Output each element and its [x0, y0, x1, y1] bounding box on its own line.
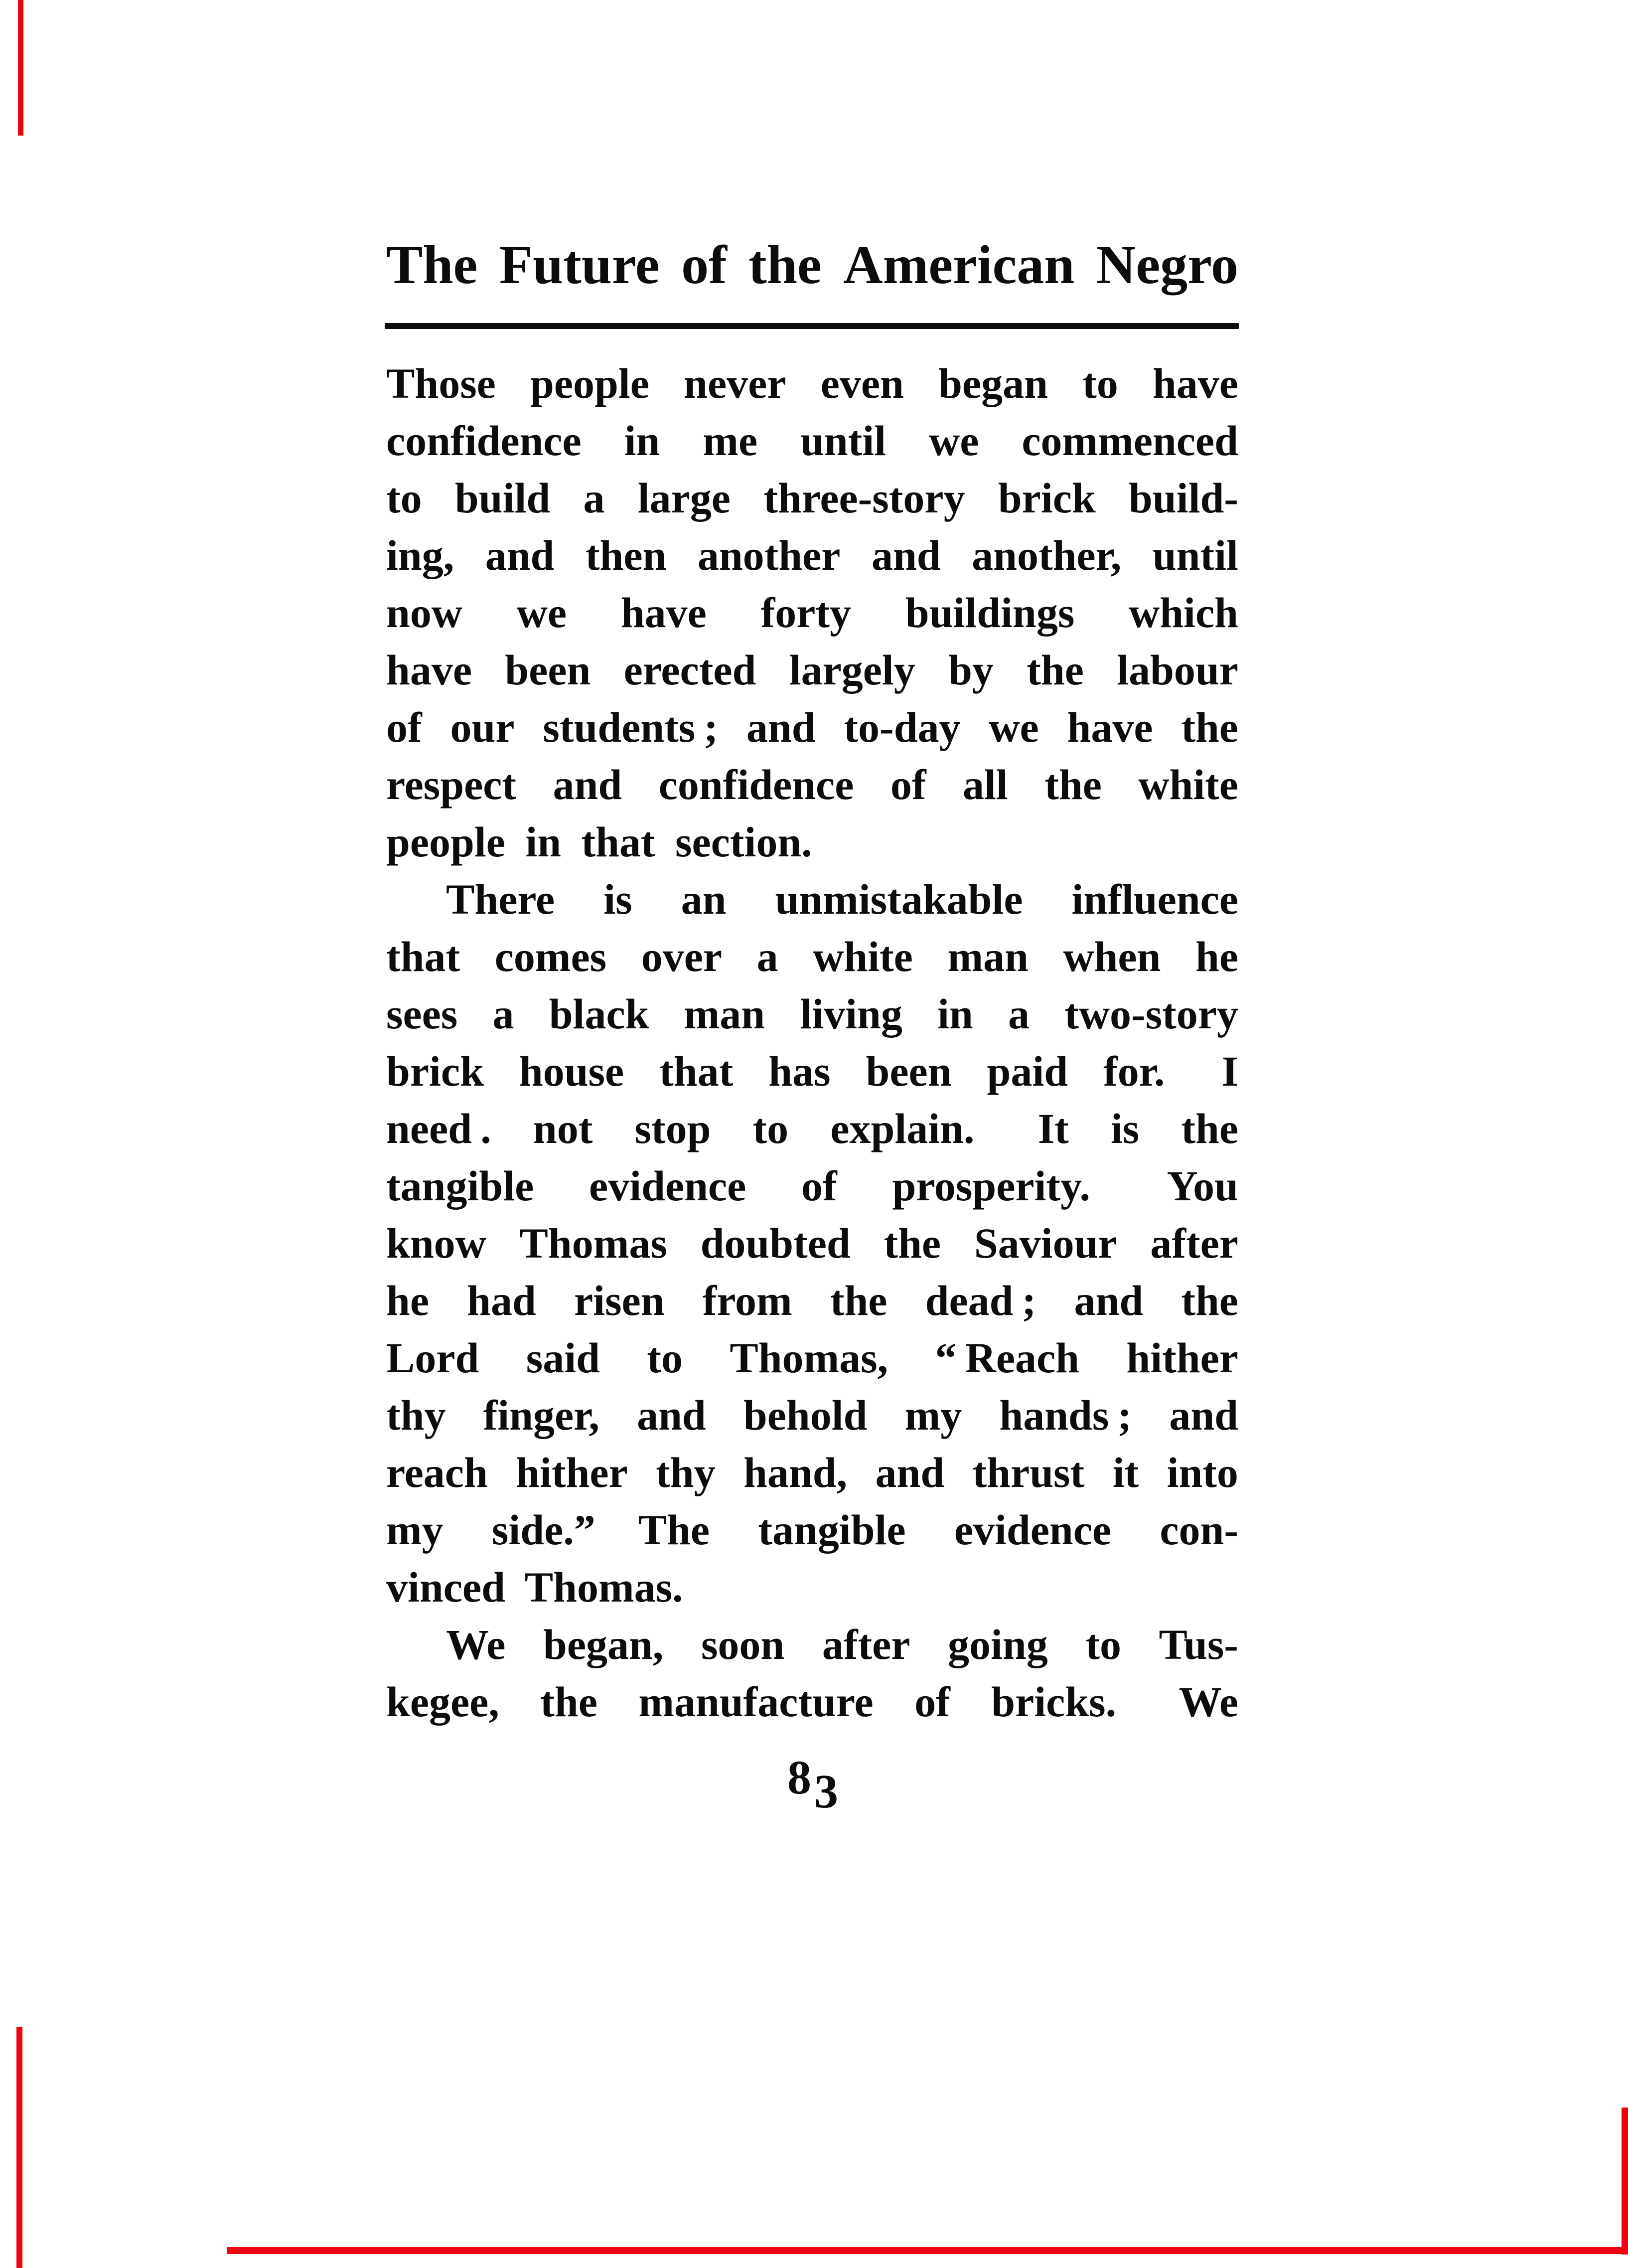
word: There — [446, 875, 555, 923]
text-line — [386, 355, 1238, 412]
word: thrust — [972, 1449, 1085, 1496]
word: our — [450, 703, 515, 751]
word: the — [1181, 703, 1238, 751]
word: in — [937, 990, 973, 1038]
word: after — [822, 1620, 910, 1668]
word: students ; — [543, 703, 719, 751]
word: of — [681, 234, 727, 295]
word: in — [624, 417, 660, 465]
word: that — [659, 1047, 734, 1095]
word: manufacture — [638, 1678, 874, 1726]
text-line — [386, 985, 1238, 1043]
word: a — [492, 990, 514, 1038]
word: buildings — [905, 589, 1075, 637]
text-line — [386, 1043, 1238, 1100]
word: confidence — [386, 417, 582, 465]
word: Lord — [386, 1334, 479, 1382]
word: risen — [574, 1277, 665, 1324]
word: the — [540, 1678, 597, 1726]
word: know — [386, 1219, 486, 1267]
running-header-title — [386, 234, 1238, 295]
word: the — [830, 1277, 888, 1324]
word: It — [1037, 1105, 1069, 1152]
word: and — [485, 531, 555, 579]
word: has — [768, 1047, 831, 1095]
word: tangible — [758, 1506, 906, 1554]
word: need . — [386, 1105, 491, 1152]
word: Tus- — [1159, 1620, 1238, 1668]
word: another — [697, 531, 841, 579]
word: three-story — [763, 474, 965, 522]
text-line — [386, 1616, 1238, 1673]
word: to — [386, 474, 422, 522]
text-line — [386, 1501, 1238, 1559]
word: labour — [1117, 646, 1238, 694]
word: the — [884, 1219, 941, 1267]
word: he — [1195, 933, 1238, 980]
word: comes — [494, 933, 607, 980]
word: of — [914, 1678, 950, 1726]
word: to — [752, 1105, 789, 1152]
word: Future — [499, 234, 660, 295]
word: build- — [1129, 474, 1238, 522]
word: my — [386, 1506, 444, 1554]
text-line: vinced Thomas. — [386, 1563, 683, 1611]
page-number — [386, 1751, 1238, 1818]
word: Those — [386, 359, 496, 407]
word: a — [583, 474, 605, 522]
word: bricks. — [991, 1678, 1138, 1726]
word: from — [702, 1277, 792, 1324]
text-line — [386, 527, 1238, 584]
text-line — [386, 699, 1238, 756]
word: even — [820, 359, 904, 407]
word: going — [948, 1620, 1048, 1668]
word: when — [1063, 933, 1161, 980]
word: build — [454, 474, 551, 522]
word: hand, — [743, 1449, 848, 1496]
word: had — [467, 1277, 536, 1324]
text-line: people in that section. — [386, 818, 812, 866]
word: Saviour — [974, 1219, 1117, 1267]
text-line — [386, 412, 1238, 470]
word: hither — [516, 1449, 628, 1496]
word: thy — [386, 1391, 446, 1439]
word: two-story — [1064, 990, 1238, 1038]
word: side.” The — [491, 1506, 710, 1554]
text-line — [386, 1215, 1238, 1272]
word: over — [641, 933, 723, 980]
word: Negro — [1096, 234, 1238, 295]
word: behold — [743, 1391, 868, 1439]
word: We — [1179, 1678, 1238, 1726]
word: and — [1074, 1277, 1144, 1324]
word: to — [1085, 1620, 1121, 1668]
word: been — [866, 1047, 952, 1095]
word: thy — [656, 1449, 716, 1496]
body-text — [386, 355, 1238, 1731]
word: finger, — [483, 1391, 599, 1439]
scan-red-mark-right — [1622, 2107, 1628, 2255]
word: commenced — [1022, 417, 1238, 465]
word: black — [549, 990, 649, 1038]
word: of — [890, 761, 926, 809]
word: of — [386, 703, 422, 751]
word: now — [386, 589, 462, 637]
word: hither — [1126, 1334, 1238, 1382]
word: stop — [634, 1105, 711, 1152]
word: the — [1181, 1277, 1238, 1324]
word: to — [647, 1334, 683, 1382]
word: all — [962, 761, 1008, 809]
word: an — [681, 875, 727, 923]
word: me — [703, 417, 758, 465]
word: said — [526, 1334, 600, 1382]
text-line — [386, 928, 1238, 985]
word: explain. — [830, 1105, 996, 1152]
word: my — [904, 1391, 962, 1439]
word: that — [386, 933, 460, 980]
word: then — [585, 531, 667, 579]
word: We — [446, 1620, 506, 1668]
word: after — [1150, 1219, 1238, 1267]
word: he — [386, 1277, 429, 1324]
text-line — [386, 871, 1238, 928]
word: man — [947, 933, 1029, 980]
word: and — [553, 761, 622, 809]
word: a — [1008, 990, 1030, 1038]
word: sees — [386, 990, 458, 1038]
scan-red-mark-bottom — [227, 2247, 1628, 2254]
word: dead ; — [925, 1277, 1036, 1324]
text-line — [386, 584, 1238, 642]
word: evidence — [589, 1162, 746, 1210]
word: to — [1082, 359, 1118, 407]
word: we — [516, 589, 567, 637]
word: have — [386, 646, 472, 694]
word: have — [1067, 703, 1153, 751]
word: I — [1221, 1047, 1238, 1095]
text-line — [386, 1272, 1238, 1329]
word: white — [1138, 761, 1238, 809]
word: it — [1112, 1449, 1139, 1496]
word: have — [1152, 359, 1238, 407]
text-line — [386, 470, 1238, 527]
word: Thomas — [519, 1219, 667, 1267]
text-line — [386, 1100, 1238, 1157]
word: never — [684, 359, 786, 407]
word: is — [1110, 1105, 1140, 1152]
word: reach — [386, 1449, 488, 1496]
word: to-day — [844, 703, 961, 751]
word: we — [929, 417, 979, 465]
word: large — [637, 474, 731, 522]
text-line — [386, 642, 1238, 699]
word: man — [684, 990, 765, 1038]
page-number-digit: 3 — [814, 1765, 839, 1818]
word: paid — [987, 1047, 1068, 1095]
word: soon — [701, 1620, 785, 1668]
word: which — [1129, 589, 1238, 637]
word: confidence — [658, 761, 854, 809]
word: is — [603, 875, 632, 923]
word: erected — [623, 646, 756, 694]
header-rule — [385, 323, 1239, 329]
page-number-digit: 8 — [787, 1751, 812, 1804]
word: began, — [543, 1620, 664, 1668]
word: people — [530, 359, 649, 407]
word: unmistakable — [775, 875, 1023, 923]
word: not — [533, 1105, 593, 1152]
word: for. — [1103, 1047, 1186, 1095]
text-line — [386, 1673, 1238, 1731]
word: kegee, — [386, 1678, 499, 1726]
word: forty — [760, 589, 852, 637]
word: evidence — [954, 1506, 1112, 1554]
text-line — [386, 1444, 1238, 1501]
word: “ Reach — [935, 1334, 1080, 1382]
word: brick — [386, 1047, 484, 1095]
text-line — [386, 756, 1238, 813]
word: largely — [789, 646, 915, 694]
scan-red-mark-top-left — [18, 0, 23, 136]
word: into — [1167, 1449, 1238, 1496]
word: and — [746, 703, 816, 751]
word: and — [871, 531, 941, 579]
word: a — [756, 933, 778, 980]
word: the — [1027, 646, 1084, 694]
text-line — [386, 1157, 1238, 1215]
scan-red-mark-bottom-left — [16, 2027, 22, 2268]
word: doubted — [700, 1219, 851, 1267]
word: and — [1169, 1391, 1238, 1439]
word: began — [938, 359, 1048, 407]
word: been — [505, 646, 591, 694]
word: house — [519, 1047, 624, 1095]
word: the — [748, 234, 822, 295]
word: we — [989, 703, 1039, 751]
word: the — [1044, 761, 1102, 809]
word: of — [801, 1162, 837, 1210]
word: have — [620, 589, 707, 637]
word: tangible — [386, 1162, 534, 1210]
text-line — [386, 1329, 1238, 1387]
word: living — [800, 990, 902, 1038]
word: influence — [1071, 875, 1238, 923]
word: hands ; — [999, 1391, 1132, 1439]
word: respect — [386, 761, 517, 809]
word: white — [813, 933, 913, 980]
text-line — [386, 1387, 1238, 1444]
word: brick — [998, 474, 1096, 522]
word: another, — [972, 531, 1122, 579]
word: American — [843, 234, 1075, 295]
word: Thomas, — [730, 1334, 888, 1382]
word: ing, — [386, 531, 454, 579]
word: You — [1167, 1162, 1238, 1210]
word: and — [637, 1391, 706, 1439]
word: by — [948, 646, 994, 694]
word: prosperity. — [892, 1162, 1112, 1210]
word: The — [386, 234, 478, 295]
word: the — [1181, 1105, 1238, 1152]
word: and — [875, 1449, 945, 1496]
word: con- — [1160, 1506, 1238, 1554]
word: until — [800, 417, 887, 465]
word: until — [1152, 531, 1238, 579]
